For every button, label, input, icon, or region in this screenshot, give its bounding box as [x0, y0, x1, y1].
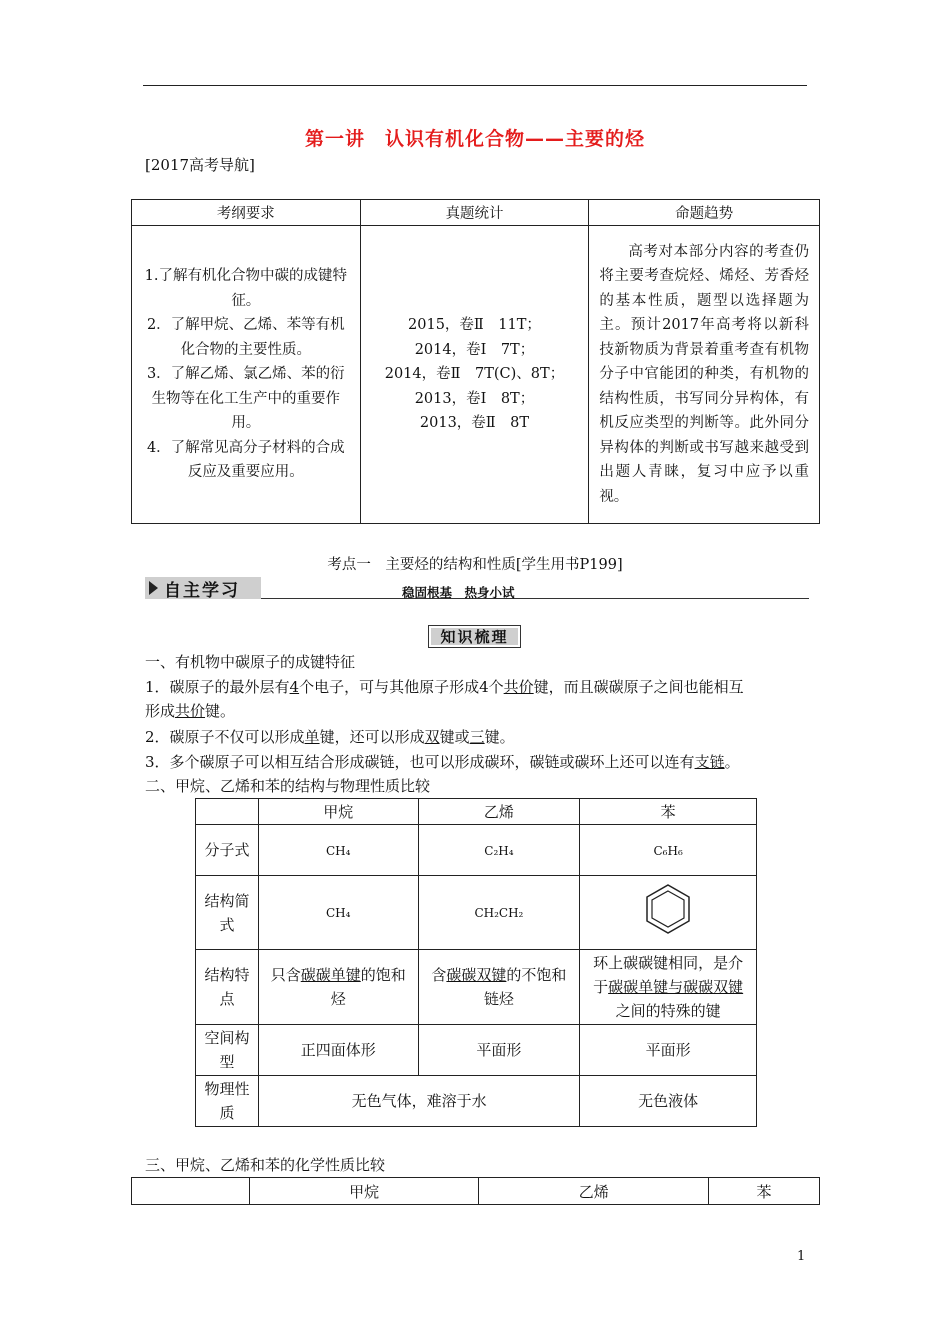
- paragraph-2: [145, 727, 515, 747]
- text: 之间的特殊的键: [615, 1002, 721, 1020]
- formula-text: C₂H₄: [484, 843, 514, 858]
- requirement-item: 1.了解有机化合物中碳的成键特征。: [144, 268, 347, 309]
- row-label-features: 结构特点: [196, 950, 259, 1025]
- section3-heading: 三、甲烷、乙烯和苯的化学性质比较: [145, 1156, 386, 1174]
- header-methane: 甲烷: [249, 1178, 479, 1205]
- text: 3．多个碳原子可以相互结合形成碳链，也可以形成碳环，碳链或碳环上还可以连有: [145, 753, 695, 771]
- chem-table: [131, 1177, 820, 1205]
- exam-guide-table: [131, 199, 820, 524]
- answer: 共价: [503, 678, 534, 696]
- requirement-item: 2．了解甲烷、乙烯、苯等有机化合物的主要性质。: [146, 317, 345, 358]
- header-trend: 命题趋势: [589, 200, 820, 226]
- self-study-label: 自主学习: [164, 580, 240, 601]
- knowledge-box: [428, 625, 521, 648]
- trend-cell: [589, 226, 820, 524]
- benzene-structure: [580, 876, 757, 950]
- section1-heading: 一、有机物中碳原子的成键特征: [145, 653, 356, 671]
- formula-text: C₆H₆: [653, 843, 683, 858]
- methane-structure: [258, 876, 418, 950]
- stat-item: 2014，卷Ⅱ 7T(C)、8T；: [384, 366, 565, 383]
- text: 1．碳原子的最外层有: [145, 678, 290, 696]
- requirements-cell: [132, 226, 361, 524]
- ethylene-structure: [418, 876, 580, 950]
- row-label-formula: 分子式: [196, 825, 259, 876]
- header-benzene: 苯: [709, 1178, 820, 1205]
- corner-cell: [196, 799, 259, 825]
- benzene-features: [580, 950, 757, 1025]
- stat-item: 2013，卷Ⅰ 8T；: [414, 390, 535, 407]
- stats-cell: [360, 226, 589, 524]
- text: 的不饱和链烃: [483, 966, 567, 1008]
- stat-item: 2014，卷Ⅰ 7T；: [414, 341, 535, 358]
- methane-geometry: 正四面体形: [258, 1025, 418, 1076]
- answer: 单: [304, 728, 320, 746]
- benzene-formula: [580, 825, 757, 876]
- text: 键或: [439, 728, 470, 746]
- answer: 共价: [175, 702, 206, 720]
- ethylene-geometry: 平面形: [418, 1025, 580, 1076]
- row-label-geometry: 空间构型: [196, 1025, 259, 1076]
- knowledge-label: 知识梳理: [431, 628, 518, 645]
- ethylene-formula: [418, 825, 580, 876]
- header-ethylene: 乙烯: [479, 1178, 709, 1205]
- header-stats: 真题统计: [360, 200, 589, 226]
- answer: 支链: [694, 753, 725, 771]
- stat-item: 2015，卷Ⅱ 11T；: [408, 317, 541, 334]
- methane-features: [258, 950, 418, 1025]
- guide-label: [2017高考导航]: [145, 156, 255, 174]
- stat-item: 2013，卷Ⅱ 8T: [419, 415, 530, 432]
- header-benzene: 苯: [580, 799, 757, 825]
- paragraph-1: [145, 677, 744, 697]
- row-label-physical: 物理性质: [196, 1076, 259, 1127]
- answer: 碳碳双键: [446, 966, 507, 984]
- page-title: 第一讲 认识有机化合物——主要的烃: [304, 128, 645, 150]
- self-study-tag: [145, 577, 261, 599]
- answer: 碳碳单键与碳碳双键: [608, 978, 744, 996]
- answer: 4: [289, 678, 300, 696]
- text: 的饱和烃: [330, 966, 406, 1008]
- methane-formula: [258, 825, 418, 876]
- text: 键。: [205, 702, 236, 720]
- page-number: 1: [797, 1249, 806, 1264]
- text: 键，而且碳碳原子之间也能相互: [533, 678, 744, 696]
- paragraph-3: [145, 752, 740, 772]
- answer: 三: [469, 728, 485, 746]
- header-ethylene: 乙烯: [418, 799, 580, 825]
- formula-text: CH₄: [326, 906, 351, 920]
- answer: 碳碳单键: [300, 966, 361, 984]
- header-methane: 甲烷: [258, 799, 418, 825]
- text: 环上碳碳键相同，是介于: [593, 954, 744, 996]
- point-title: 考点一 主要烃的结构和性质[学生用书P199]: [327, 557, 623, 573]
- text: 键，还可以形成: [319, 728, 425, 746]
- text: 2．碳原子不仅可以形成: [145, 728, 305, 746]
- text: 只含: [270, 966, 301, 984]
- formula-text: CH₂CH₂: [474, 906, 524, 920]
- formula-text: CH₄: [326, 843, 351, 858]
- trend-text: 高考对本部分内容的考查仍将主要考查烷烃、烯烃、芳香烃的基本性质，题型以选择题为主。预计2017年高考将以新科技新物质为背景着重考查有机物分子中官能团的种类，有机物的结构性质，书写同分异构体，有机反应类型的判断等。此外同分异构体的判断或书写越来越受到出题人青睐，复习中应予以重视。: [599, 243, 809, 505]
- text: 形成: [145, 702, 176, 720]
- header-requirements: 考纲要求: [132, 200, 361, 226]
- requirement-item: 4．了解常见高分子材料的合成反应及重要应用。: [146, 439, 345, 481]
- paragraph-1-cont: [145, 701, 235, 721]
- requirement-item: 3．了解乙烯、氯乙烯、苯的衍生物等在化工生产中的重要作用。: [146, 366, 345, 432]
- text: 个电子，可与其他原子形成4个: [299, 678, 504, 696]
- text: 键。: [484, 728, 515, 746]
- compare-table: [195, 798, 757, 1127]
- benzene-physical: 无色液体: [580, 1076, 757, 1127]
- ethylene-features: [418, 950, 580, 1025]
- section2-heading: 二、甲烷、乙烯和苯的结构与物理性质比较: [145, 777, 431, 795]
- play-arrow-icon: [149, 581, 158, 595]
- text: 含: [431, 966, 447, 984]
- text: 。: [724, 753, 740, 771]
- benzene-geometry: 平面形: [580, 1025, 757, 1076]
- self-study-bar: [145, 577, 809, 599]
- self-study-subtitle: 稳固根基 热身小试: [402, 585, 515, 600]
- methane-ethylene-physical: 无色气体，难溶于水: [258, 1076, 579, 1127]
- header-rule: [143, 85, 807, 86]
- corner-cell: [132, 1178, 250, 1205]
- benzene-ring-icon: [638, 879, 698, 939]
- answer: 双: [424, 728, 440, 746]
- row-label-structure: 结构简式: [196, 876, 259, 950]
